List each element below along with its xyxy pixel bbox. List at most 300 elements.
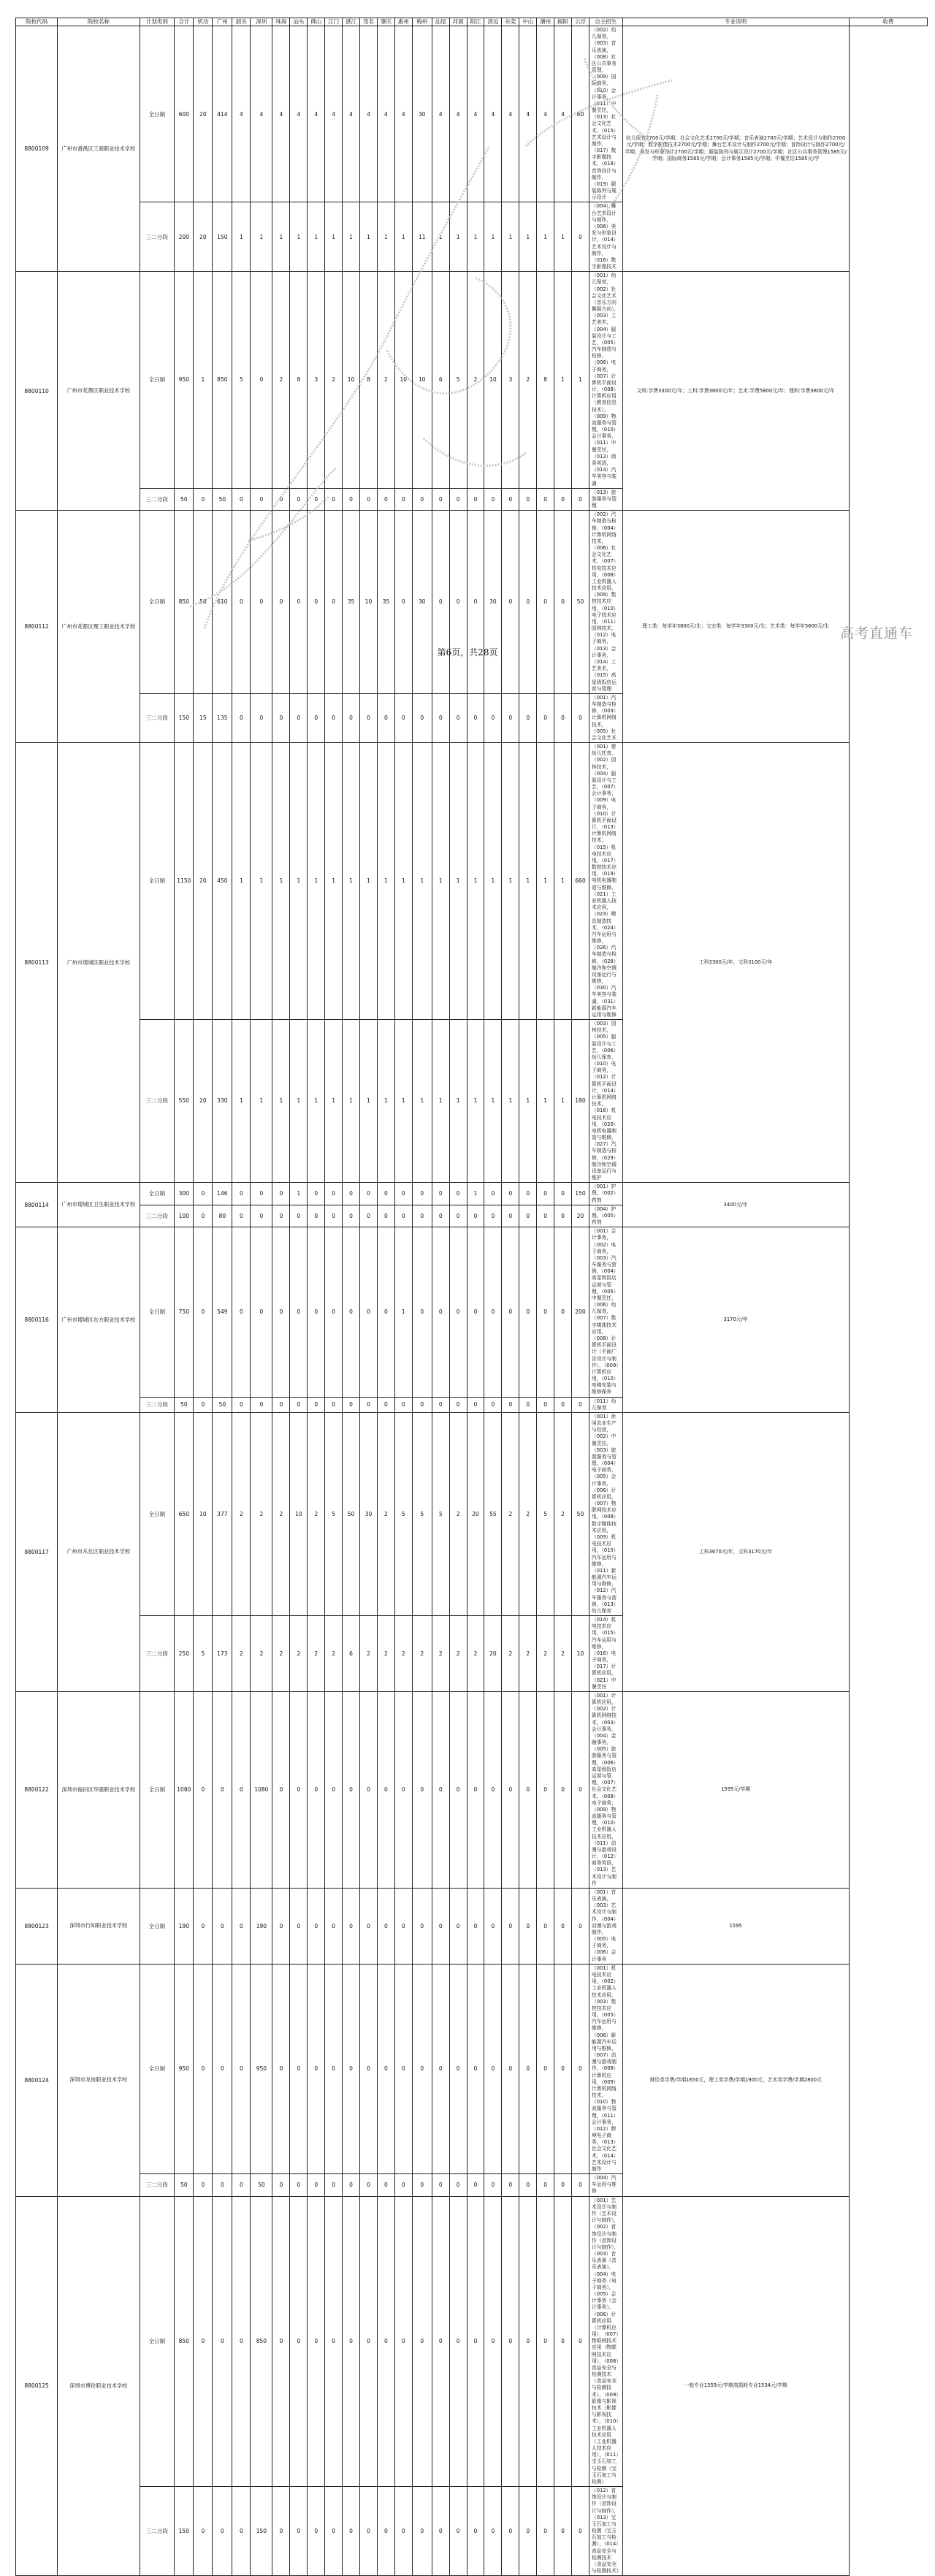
quota-cell: 1: [484, 743, 502, 1020]
quota-cell: 1: [232, 743, 251, 1020]
column-header: 湛江: [343, 18, 360, 26]
quota-cell: 0: [251, 1227, 272, 1397]
major-description-cell: （012）首饰设计与制作（首饰设计与制作），（013）宝玉石加工与检测（宝玉石加工与检测），（014）食品安全与检测技术（食品安全与检测技术）: [589, 2487, 622, 2576]
quota-cell: 4: [484, 26, 502, 202]
quota-cell: 0: [325, 1888, 343, 1964]
quota-cell: 2: [554, 1616, 572, 1692]
major-description-cell: （001）计算机应用，（002）计算机网络技术，（003）会计事务，（004）金融事务，（005）旅游服务与管理，（006）高星级饭店运营与管理，（007）社会文化艺术，（008）电子商务，（009）物流服务与管理，（010）工业机器人技术应用，（011）动漫与游戏设计，（012）商务英语，（013）艺术设计与制作: [589, 1691, 622, 1888]
quota-cell: 1: [502, 202, 519, 272]
column-header: 梅州: [412, 18, 432, 26]
quota-cell: 0: [467, 693, 484, 742]
table-row: [16, 2196, 928, 2486]
column-header: 汕尾: [432, 18, 449, 26]
quota-cell: 0: [537, 2196, 554, 2486]
quota-cell: 1: [232, 1020, 251, 1183]
quota-cell: 1: [572, 272, 589, 489]
quota-cell: 1: [467, 1020, 484, 1183]
quota-cell: 0: [502, 511, 519, 694]
quota-cell: 1: [537, 743, 554, 1020]
quota-cell: 1: [432, 743, 449, 1020]
quota-cell: 0: [232, 1227, 251, 1397]
quota-cell: 0: [232, 1397, 251, 1412]
quota-cell: 0: [502, 1964, 519, 2173]
quota-cell: 10: [394, 272, 412, 489]
fee-cell: 幼儿保育2700元/学期；社会文化艺术2700元/学期；音乐表演2700元/学期；艺术设计与制作2700元/学期；数字影像技术2700元/学期；舞台艺术设计与制作2700元/学期；首饰设计与制作2700元/学期；美发与形象设计2700元/学期；服装陈列与展示设计2700元/学期；社区公共事务管理1585元/学期；国际商务1585元/学期；会计事务1585元/学期；中餐烹饪1585元/学: [622, 26, 849, 272]
quota-cell: 0: [325, 1227, 343, 1397]
quota-cell: 3: [308, 272, 325, 489]
column-header: 机动: [194, 18, 213, 26]
quota-cell: 1: [519, 743, 537, 1020]
quota-cell: 0: [449, 693, 467, 742]
quota-cell: 1: [251, 743, 272, 1020]
quota-cell: 2: [308, 1616, 325, 1692]
quota-cell: 0: [502, 1205, 519, 1227]
quota-cell: 1: [502, 743, 519, 1020]
quota-cell: 0: [537, 1964, 554, 2173]
quota-cell: 5: [412, 1412, 432, 1615]
quota-cell: 1: [412, 1020, 432, 1183]
quota-cell: 0: [432, 1397, 449, 1412]
quota-cell: 1: [290, 1020, 308, 1183]
plan-type-cell: 全日制: [140, 1964, 175, 2173]
quota-cell: 190: [175, 1888, 194, 1964]
column-header: 惠州: [394, 18, 412, 26]
quota-cell: 0: [537, 1227, 554, 1397]
quota-cell: 0: [449, 1691, 467, 1888]
quota-cell: 1: [519, 1020, 537, 1183]
quota-cell: 150: [175, 693, 194, 742]
quota-cell: 0: [308, 1888, 325, 1964]
quota-cell: 2: [412, 1616, 432, 1692]
plan-type-cell: 三二分段: [140, 693, 175, 742]
quota-cell: 0: [194, 1691, 213, 1888]
plan-type-cell: 三二分段: [140, 2174, 175, 2197]
quota-cell: 0: [232, 1964, 251, 2173]
quota-cell: 10: [290, 1412, 308, 1615]
quota-cell: 2: [502, 1616, 519, 1692]
quota-cell: 0: [449, 488, 467, 511]
major-description-cell: （001）机电技术应用，（002）工业机器人技术应用，（003）数控技术应用，（005）汽车运用与维修，（006）新能源汽车运用与维修，（007）动漫与游戏制作，（008）计算机应用，（009）计算机网络技术，（010）物流服务与管理，（011）会计事务，（012）跨境电子商务，（013）社会文化艺术，（014）艺术设计与制作: [589, 1964, 622, 2173]
quota-cell: 15: [194, 693, 213, 742]
quota-cell: 0: [194, 1205, 213, 1227]
quota-cell: 0: [432, 1964, 449, 2173]
quota-cell: 60: [572, 26, 589, 202]
quota-cell: 0: [519, 2196, 537, 2486]
major-description-cell: （002）幼儿保育，（003）音乐表演，（008）社区公共事务管理，（009）国际商务，（010）会计事务，（011）中餐烹饪，（013）社会文化艺术，（015）艺术设计与制作，（017）数字影像技术，（018）首饰设计与制作，（019）服装陈列与展示设计: [589, 26, 622, 202]
quota-cell: 0: [360, 2196, 378, 2486]
quota-cell: 0: [308, 1183, 325, 1205]
quota-cell: 0: [432, 2196, 449, 2486]
quota-cell: 2: [325, 1616, 343, 1692]
quota-cell: 8: [537, 272, 554, 489]
table-row: [16, 511, 928, 694]
quota-cell: 2: [467, 1616, 484, 1692]
column-header: 专业说明: [622, 18, 849, 26]
quota-cell: 0: [467, 488, 484, 511]
quota-cell: 1: [377, 202, 394, 272]
quota-cell: 0: [343, 693, 360, 742]
quota-cell: 1: [308, 202, 325, 272]
column-header: 肇庆: [377, 18, 394, 26]
quota-cell: 0: [519, 1691, 537, 1888]
quota-cell: 0: [572, 488, 589, 511]
quota-cell: 0: [502, 1397, 519, 1412]
column-header: 阳江: [467, 18, 484, 26]
quota-cell: 0: [360, 488, 378, 511]
quota-cell: 1: [432, 202, 449, 272]
quota-cell: 0: [360, 1691, 378, 1888]
table-row: [16, 1691, 928, 1888]
major-description-cell: （004）汽车运用与维修: [589, 2174, 622, 2197]
quota-cell: 0: [519, 1183, 537, 1205]
quota-cell: 0: [194, 1183, 213, 1205]
plan-type-cell: 全日制: [140, 1888, 175, 1964]
quota-cell: 4: [502, 26, 519, 202]
quota-cell: 0: [537, 1888, 554, 1964]
quota-cell: 0: [290, 1227, 308, 1397]
table-row: [16, 1183, 928, 1205]
quota-cell: 3: [502, 272, 519, 489]
table-row: [16, 26, 928, 202]
plan-type-cell: 全日制: [140, 1227, 175, 1397]
quota-cell: 1: [325, 743, 343, 1020]
quota-cell: 0: [194, 1888, 213, 1964]
column-header: 清远: [484, 18, 502, 26]
quota-cell: 0: [432, 2487, 449, 2576]
quota-cell: 0: [554, 488, 572, 511]
quota-cell: 0: [537, 1397, 554, 1412]
quota-cell: 2: [308, 1412, 325, 1615]
quota-cell: 0: [519, 2174, 537, 2197]
column-header: 江门: [325, 18, 343, 26]
quota-cell: 0: [343, 2487, 360, 2576]
quota-cell: 1: [519, 202, 537, 272]
school-name-cell: 广州市花都区理工职业技术学校: [58, 511, 140, 743]
quota-cell: 1: [412, 743, 432, 1020]
quota-cell: 20: [194, 202, 213, 272]
quota-cell: 0: [432, 1183, 449, 1205]
quota-cell: 0: [394, 488, 412, 511]
quota-cell: 5: [449, 272, 467, 489]
quota-cell: 0: [360, 1227, 378, 1397]
quota-cell: 35: [377, 511, 394, 694]
column-header: 韶关: [232, 18, 251, 26]
quota-cell: 0: [290, 2487, 308, 2576]
quota-cell: 0: [449, 1227, 467, 1397]
quota-cell: 0: [325, 1397, 343, 1412]
quota-cell: 2: [519, 272, 537, 489]
quota-cell: 2: [432, 1616, 449, 1692]
quota-cell: 0: [412, 488, 432, 511]
quota-cell: 2: [232, 1412, 251, 1615]
column-header: 汕头: [290, 18, 308, 26]
quota-cell: 0: [194, 1227, 213, 1397]
quota-cell: 150: [251, 2487, 272, 2576]
quota-cell: 0: [412, 1227, 432, 1397]
quota-cell: 0: [360, 1397, 378, 1412]
quota-cell: 1: [360, 743, 378, 1020]
quota-cell: 0: [572, 1691, 589, 1888]
quota-cell: 1: [554, 1020, 572, 1183]
plan-type-cell: 三二分段: [140, 1397, 175, 1412]
quota-cell: 850: [175, 2196, 194, 2486]
fee-cell: 3400元/年: [622, 1183, 849, 1227]
major-description-cell: （001）幼儿保育，（002）社会文化艺术（音乐方向舞蹈方向），（003）工艺美术，（004）服装设计与工艺，（005）汽车制造与检修，（006）电子商务，（007）计算机平面设计，（008）计算机应用（教育信息技术），（009）物流服务与管理，（010）会计事务，（011）中餐烹饪，（012）商务英语，（014）汽车美容与装潢: [589, 272, 622, 489]
quota-cell: 0: [377, 1888, 394, 1964]
quota-cell: 0: [194, 2196, 213, 2486]
school-name-cell: 广州市增城区东方职业技术学校: [58, 1227, 140, 1413]
quota-cell: 1: [232, 202, 251, 272]
major-description-cell: （001）休闲农业生产与经营，（002）中餐烹饪，（003）旅游服务与管理，（004）电子商务，（005）会计事务，（006）计算机应用，（007）物联网技术应用，（008）数字媒体技术应用，（009）机电技术应用，（010）汽车运用与维修，（011）新能源汽车运用与维修，（012）汽车服务与营销，（013）幼儿保育: [589, 1412, 622, 1615]
quota-cell: 600: [175, 26, 194, 202]
quota-cell: 0: [432, 511, 449, 694]
quota-cell: 5: [325, 1412, 343, 1615]
quota-cell: 0: [213, 1964, 232, 2173]
quota-cell: 0: [272, 1183, 290, 1205]
quota-cell: 0: [554, 1397, 572, 1412]
quota-cell: 0: [377, 693, 394, 742]
quota-cell: 50: [251, 2174, 272, 2197]
quota-cell: 0: [412, 1691, 432, 1888]
quota-cell: 0: [272, 1888, 290, 1964]
column-header: 河源: [449, 18, 467, 26]
quota-cell: 1: [449, 743, 467, 1020]
plan-type-cell: 三二分段: [140, 488, 175, 511]
quota-cell: 1: [554, 272, 572, 489]
quota-cell: 1: [290, 1183, 308, 1205]
quota-cell: 950: [251, 1964, 272, 2173]
quota-cell: 0: [232, 1691, 251, 1888]
quota-cell: 0: [251, 1183, 272, 1205]
quota-cell: 0: [325, 693, 343, 742]
quota-cell: 0: [272, 2487, 290, 2576]
quota-cell: 0: [343, 2196, 360, 2486]
quota-cell: 0: [432, 1888, 449, 1964]
quota-cell: 0: [290, 2196, 308, 2486]
quota-cell: 0: [432, 693, 449, 742]
quota-cell: 0: [412, 1964, 432, 2173]
quota-cell: 0: [484, 2196, 502, 2486]
quota-cell: 30: [484, 511, 502, 694]
quota-cell: 0: [308, 1397, 325, 1412]
quota-cell: 1080: [175, 1691, 194, 1888]
quota-cell: 0: [325, 2174, 343, 2197]
quota-cell: 0: [467, 1397, 484, 1412]
quota-cell: 0: [412, 2174, 432, 2197]
quota-cell: 0: [360, 2487, 378, 2576]
quota-cell: 0: [272, 1227, 290, 1397]
school-name-cell: 深圳市博伦职业技术学校: [58, 2196, 140, 2576]
quota-cell: 0: [537, 1691, 554, 1888]
quota-cell: 0: [290, 1964, 308, 2173]
quota-cell: 8: [290, 272, 308, 489]
plan-type-cell: 三二分段: [140, 1616, 175, 1692]
quota-cell: 4: [308, 26, 325, 202]
quota-cell: 35: [343, 511, 360, 694]
table-row: [16, 1964, 928, 2173]
school-name-cell: 深圳市行知职业技术学校: [58, 1888, 140, 1964]
quota-cell: 0: [377, 1183, 394, 1205]
quota-cell: 0: [251, 272, 272, 489]
quota-cell: 0: [412, 2487, 432, 2576]
quota-cell: 0: [272, 488, 290, 511]
quota-cell: 0: [502, 693, 519, 742]
quota-cell: 610: [213, 511, 232, 694]
quota-cell: 0: [308, 488, 325, 511]
quota-cell: 0: [325, 1205, 343, 1227]
quota-cell: 250: [175, 1616, 194, 1692]
quota-cell: 1: [467, 743, 484, 1020]
quota-cell: 10: [343, 272, 360, 489]
quota-cell: 0: [360, 1888, 378, 1964]
fee-cell: 1595: [622, 1888, 849, 1964]
quota-cell: 4: [432, 26, 449, 202]
quota-cell: 0: [519, 1397, 537, 1412]
quota-cell: 5: [432, 1412, 449, 1615]
table-body: [16, 26, 928, 2576]
quota-cell: 1: [394, 743, 412, 1020]
quota-cell: 0: [502, 1888, 519, 1964]
quota-cell: 0: [232, 488, 251, 511]
plan-type-cell: 全日制: [140, 272, 175, 489]
quota-cell: 0: [308, 1205, 325, 1227]
major-description-cell: （001）艺术设计与制作（艺术设计与制作），（002）首饰设计与制作（首饰设计与制作），（003）音乐表演（音乐表演），（004）电子商务（电子商务），（005）会计事务（会计事务），（006）计算机应用（计算机应用），（007）物联网技术应用（物联网技术应用），（008）食品安全与检测技术（食品安全与检测技术），（009）影像与影视技术（影像与影视技术），（010）工业机器人技术应用（工业机器人技术应用），（011）宝玉石加工与检测（宝玉石加工与检测）: [589, 2196, 622, 2486]
quota-cell: 50: [194, 511, 213, 694]
quota-cell: 0: [467, 1205, 484, 1227]
quota-cell: 0: [251, 693, 272, 742]
quota-cell: 0: [449, 1888, 467, 1964]
quota-cell: 1: [554, 202, 572, 272]
plan-type-cell: 三二分段: [140, 202, 175, 272]
quota-cell: 1: [377, 743, 394, 1020]
quota-cell: 0: [572, 2174, 589, 2197]
quota-cell: 50: [175, 2174, 194, 2197]
column-header: 计划类别: [140, 18, 175, 26]
quota-cell: 1: [502, 1020, 519, 1183]
quota-cell: 0: [325, 488, 343, 511]
quota-cell: 0: [537, 2174, 554, 2197]
quota-cell: 1: [194, 272, 213, 489]
quota-cell: 2: [377, 1412, 394, 1615]
quota-cell: 0: [537, 488, 554, 511]
fee-cell: 财经类学费/学期1650元，理工类学费/学期1900元，艺术类学费/学期2800元: [622, 1964, 849, 2196]
quota-cell: 30: [412, 26, 432, 202]
quota-cell: 50: [213, 488, 232, 511]
quota-cell: 0: [467, 1691, 484, 1888]
quota-cell: 0: [251, 511, 272, 694]
quota-cell: 0: [325, 1183, 343, 1205]
column-header: 收费: [849, 18, 927, 26]
quota-cell: 0: [484, 2174, 502, 2197]
quota-cell: 0: [308, 693, 325, 742]
quota-cell: 0: [343, 1227, 360, 1397]
column-header: 合计: [175, 18, 194, 26]
quota-cell: 549: [213, 1227, 232, 1397]
fee-cell: 3170元/年: [622, 1227, 849, 1413]
school-code-cell: 8800113: [16, 743, 58, 1183]
quota-cell: 0: [377, 1397, 394, 1412]
quota-cell: 0: [502, 1691, 519, 1888]
school-name-cell: 深圳市龙岗职业技术学校: [58, 1964, 140, 2196]
fee-cell: 工科3670元/年，文科3170元/年: [622, 1412, 849, 1691]
quota-cell: 1: [290, 743, 308, 1020]
quota-cell: 2: [290, 1616, 308, 1692]
quota-cell: 660: [572, 743, 589, 1020]
quota-cell: 10: [360, 511, 378, 694]
quota-cell: 5: [232, 272, 251, 489]
quota-cell: 0: [308, 2196, 325, 2486]
quota-cell: 0: [572, 202, 589, 272]
quota-cell: 0: [502, 2487, 519, 2576]
quota-cell: 0: [343, 488, 360, 511]
major-description-cell: （004）护理，（005）药剂: [589, 1205, 622, 1227]
quota-cell: 1: [554, 743, 572, 1020]
quota-cell: 0: [467, 1964, 484, 2173]
quota-cell: 1: [325, 1020, 343, 1183]
column-header: 院校名称: [58, 18, 140, 26]
quota-cell: 0: [194, 1397, 213, 1412]
quota-cell: 0: [519, 511, 537, 694]
quota-cell: 1: [343, 202, 360, 272]
table-row: [16, 1227, 928, 1397]
quota-cell: 0: [554, 2487, 572, 2576]
quota-cell: 200: [572, 1227, 589, 1397]
quota-cell: 200: [175, 202, 194, 272]
quota-cell: 20: [194, 743, 213, 1020]
enrollment-plan-table: [15, 18, 928, 2576]
quota-cell: 1: [343, 1020, 360, 1183]
quota-cell: 0: [467, 2174, 484, 2197]
quota-cell: 0: [251, 488, 272, 511]
quota-cell: 0: [554, 1964, 572, 2173]
quota-cell: 30: [360, 1412, 378, 1615]
quota-cell: 1: [272, 1020, 290, 1183]
quota-cell: 0: [290, 1691, 308, 1888]
quota-cell: 0: [519, 2487, 537, 2576]
quota-cell: 0: [360, 2174, 378, 2197]
school-code-cell: 8800109: [16, 26, 58, 272]
major-description-cell: （013）旅游服务与管理: [589, 488, 622, 511]
quota-cell: 0: [213, 1691, 232, 1888]
quota-cell: 0: [232, 511, 251, 694]
quota-cell: 0: [325, 511, 343, 694]
column-header: 揭阳: [554, 18, 572, 26]
quota-cell: 20: [194, 26, 213, 202]
quota-cell: 0: [272, 1691, 290, 1888]
quota-cell: 0: [519, 1205, 537, 1227]
quota-cell: 0: [232, 1183, 251, 1205]
major-description-cell: （001）婴幼儿托育，（002）园林技术，（004）服装设计与工艺，（007）会计事务，（009）电子商务，（010）计算机平面设计，（013）计算机网络技术，（015）机电技术应用，（017）数控技术应用，（019）电机电器制造与维修，（021）工业机器人技术应用，（023）模具制造技术，（024）汽车运用与维修，（026）汽车制造与检修，（028）制冷和空调设备运行与维修，（030）汽车美容与装潢，（031）新能源汽车运用与维修: [589, 743, 622, 1020]
quota-cell: 1: [360, 202, 378, 272]
quota-cell: 4: [251, 26, 272, 202]
quota-cell: 0: [572, 693, 589, 742]
quota-cell: 4: [377, 26, 394, 202]
major-description-cell: （001）音乐表演，（003）艺术设计与制作，（004）动漫与游戏制作，（005）电子商务，（006）会计事务: [589, 1888, 622, 1964]
quota-cell: 0: [377, 1691, 394, 1888]
quota-cell: 0: [484, 1397, 502, 1412]
quota-cell: 0: [377, 2487, 394, 2576]
quota-cell: 173: [213, 1616, 232, 1692]
school-name-cell: 广州市从化区职业技术学校: [58, 1412, 140, 1691]
table-row: [16, 1888, 928, 1964]
quota-cell: 0: [377, 2174, 394, 2197]
quota-cell: 0: [325, 2487, 343, 2576]
quota-cell: 0: [194, 2487, 213, 2576]
quota-cell: 0: [502, 1227, 519, 1397]
column-header: 茂名: [360, 18, 378, 26]
quota-cell: 1: [377, 1020, 394, 1183]
school-code-cell: 8800117: [16, 1412, 58, 1691]
